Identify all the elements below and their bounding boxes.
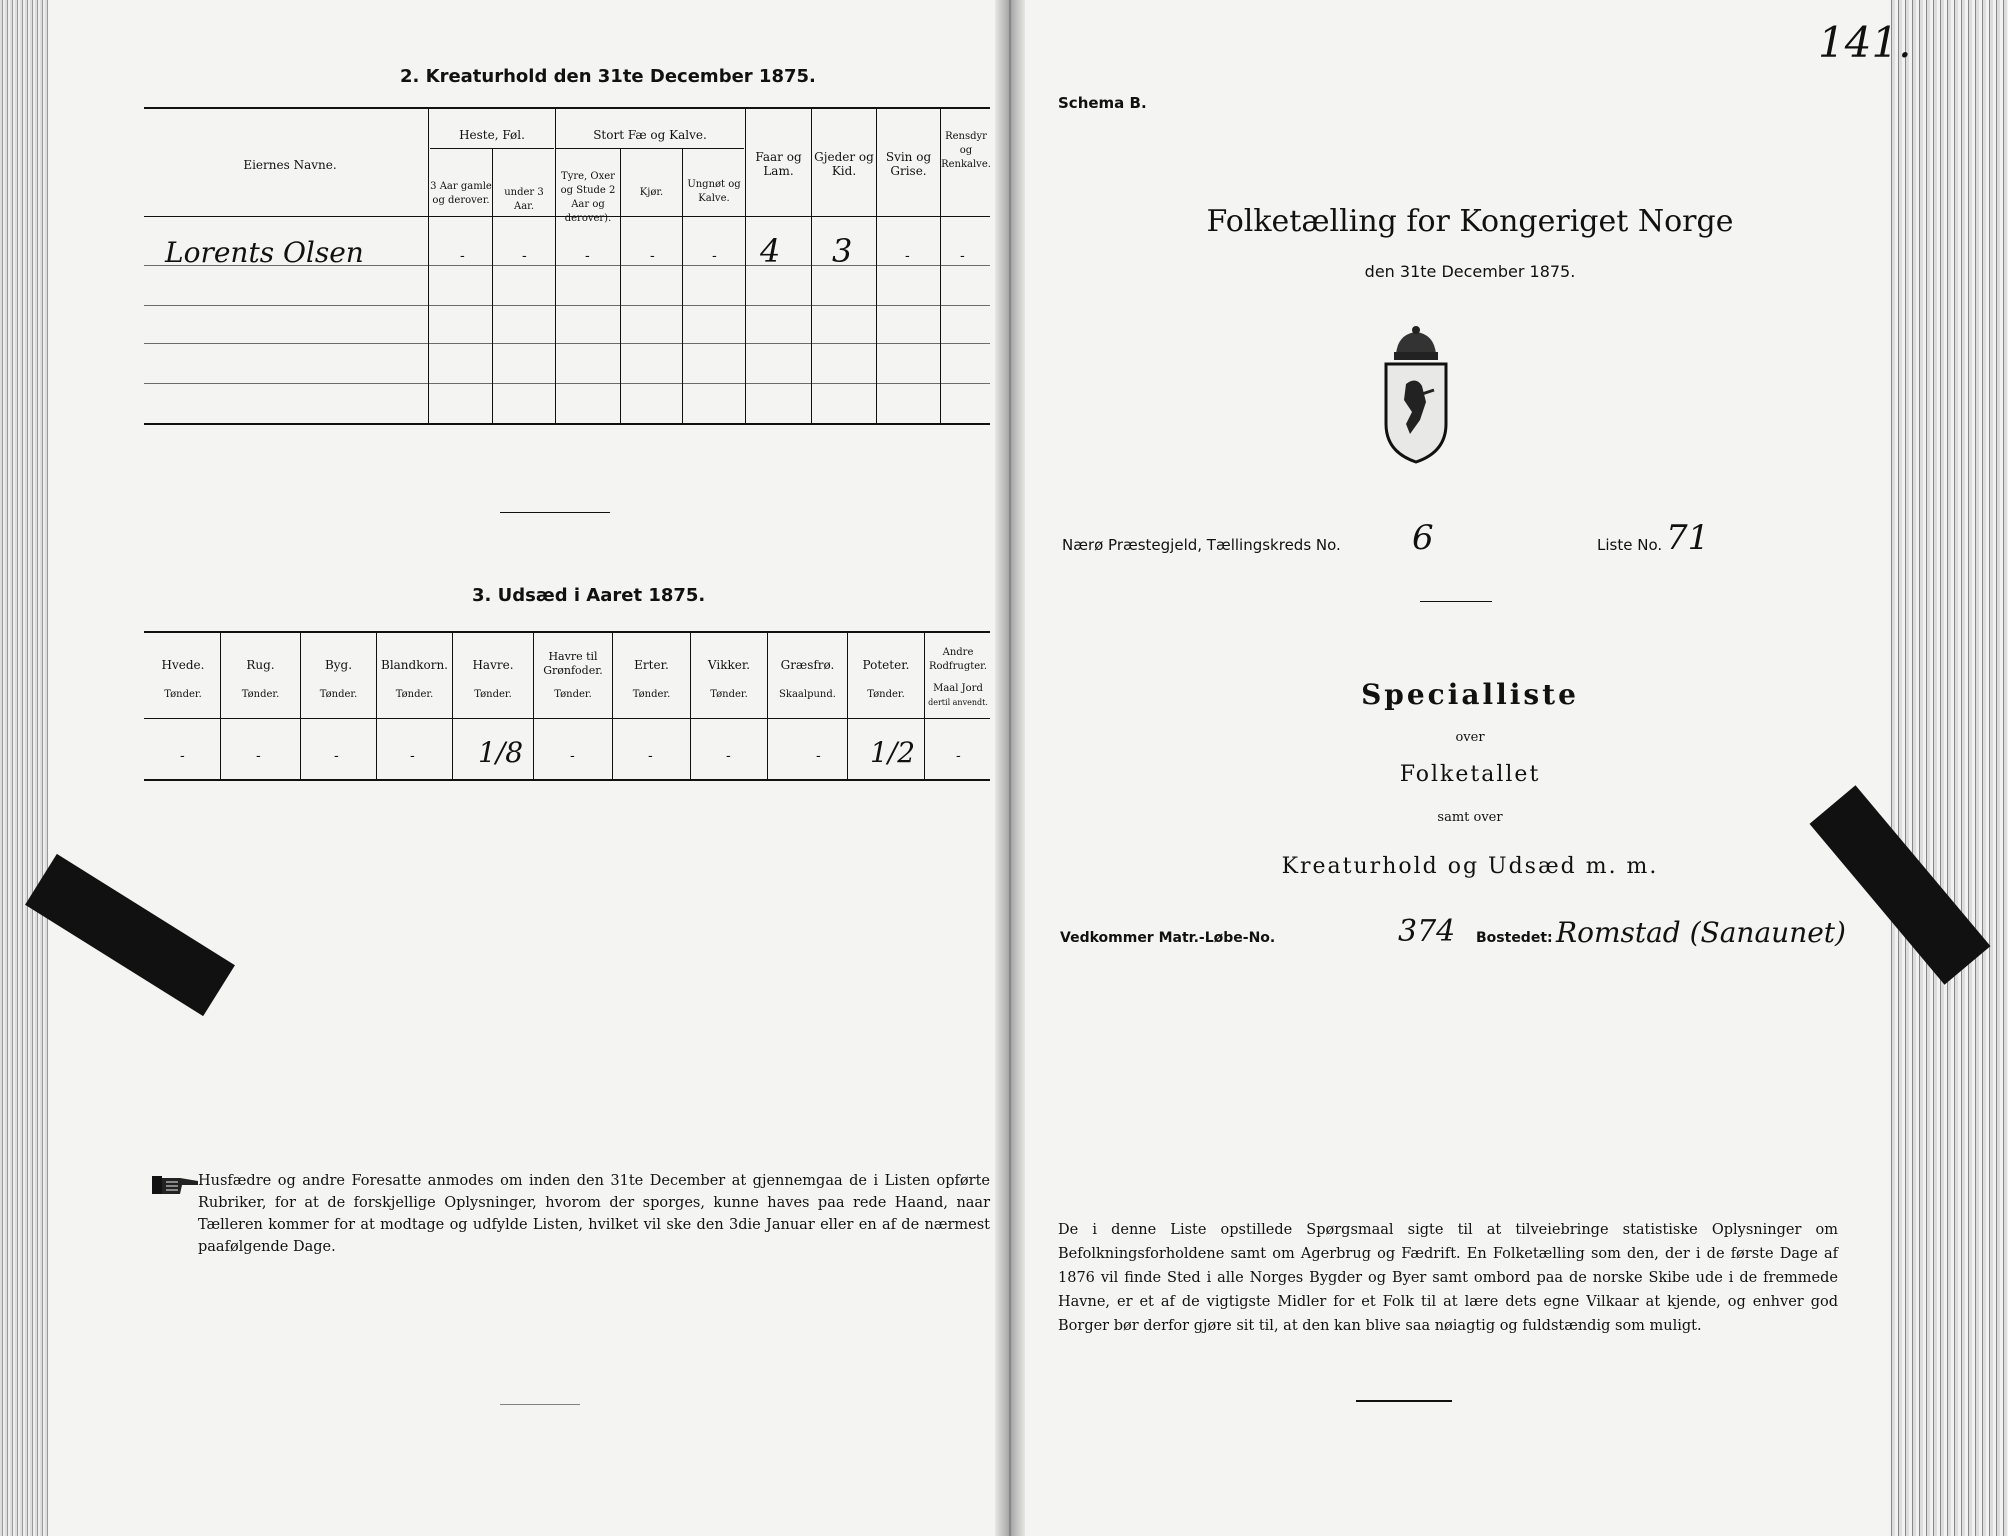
value-faar: 4 [760,232,781,270]
udsaed-header: Havre. [472,658,514,672]
udsaed-value-poteter: 1/2 [870,736,916,769]
separator-rule [500,512,610,513]
table3-col [300,632,301,780]
udsaed-value: - [180,748,185,764]
bottom-explanation-text: De i denne Liste opstillede Spørgsmaal sigte til at tilveiebringe statistiske Oplysninger om Befolkningsforholdene samt om Agerbrug og Fædrift. En Folketælling som den, der i de første Dage af 1876 vil finde Sted i alle Norges Bygder og Byer samt ombord paa de norske Skibe ude i de fremmede Havne, er et af de vigtigste Midler for et Folk til at lære dets egne Vilkaar at kjende, og enhver god Borger bør derfor gjøre sit til, at den kan blive saa nøiagtig og fuldstændig som muligt. [1058,1222,1838,1334]
value-heste-3aar: - [460,248,465,264]
udsaed-header: Vikker. [707,658,751,672]
book-edge-right [1888,0,2008,1536]
kreaturhold-text: Kreaturhold og Udsæd m. m. [1281,854,1659,879]
col-heste-under: under 3 Aar. [504,187,544,212]
liste-number: 71 [1666,518,1710,558]
udsaed-header: Hvede. [161,658,205,672]
udsaed-header: Rug. [246,658,275,672]
udsaed-header: Poteter. [862,658,910,672]
folketallet-text: Folketallet [1399,762,1541,787]
udsaed-header: Byg. [324,658,353,672]
udsaed-unit: Tønder. [867,689,905,700]
bottom-rule-right [1356,1400,1452,1402]
udsaed-value: - [256,748,261,764]
table3-col [220,632,221,780]
table3-col [452,632,453,780]
udsaed-unit: Maal Jord [933,683,983,694]
main-title: Folketælling for Kongeriget Norge [1206,204,1734,239]
value-rensdyr: - [960,248,965,264]
owner-name-handwritten: Lorents Olsen [165,236,364,269]
over-text: over [1455,730,1485,745]
udsaed-header: Blandkorn. [381,658,448,672]
udsaed-header: Andre Rodfrugter. [928,647,988,672]
col-heste-header: Heste, Føl. [459,128,525,142]
udsaed-unit: Tønder. [554,689,592,700]
district-label: Nærø Præstegjeld, Tællingskreds No. [1062,536,1341,554]
table3-bottom-rule [144,779,990,781]
udsaed-value-havre: 1/8 [478,736,524,769]
specialliste-heading: Specialliste [1361,678,1579,711]
pointing-hand-icon [150,1172,202,1198]
left-page [48,0,1008,1536]
value-svin: - [905,248,910,264]
footnote-text: Husfædre og andre Foresatte anmodes om inden den 31te December at gjennemgaa de i Listen opførte Rubriker, for at de forskjellige Oplysninger, hvorom der sporges, kunne haves paa rede Haand, naar Tælleren kommer for at modtage og udfylde Listen, hvilket vil ske den 3die Januar eller en af de nærmest paafølgende Dage. [198,1173,990,1255]
table3-col [376,632,377,780]
separator-rule-right [1420,601,1492,602]
matr-number: 374 [1398,914,1456,949]
table2-row-rule [144,305,990,306]
liste-label: Liste No. [1597,536,1663,554]
udsaed-unit: Skaalpund. [779,689,836,700]
udsaed-unit: Tønder. [164,689,202,700]
udsaed-value: - [956,748,961,764]
col-kjor: Kjør. [639,187,664,198]
udsaed-unit: Tønder. [632,689,671,700]
schema-label: Schema B. [1058,94,1147,112]
book-edge-left [0,0,48,1536]
udsaed-header: Græsfrø. [780,658,835,672]
book-gutter [995,0,1025,1536]
col-owner-header: Eiernes Navne. [243,158,337,172]
table3-col [690,632,691,780]
udsaed-value: - [410,748,415,764]
udsaed-value: - [726,748,731,764]
table3-header-rule [144,718,990,719]
udsaed-header: Erter. [634,658,669,672]
udsaed-value: - [648,748,653,764]
page-number: 141. [1818,18,1912,67]
udsaed-unit: Tønder. [710,689,748,700]
value-ungnot: - [712,248,717,264]
table3-col [612,632,613,780]
col-svin: Svin og Grise. [885,150,932,178]
udsaed-unit: Tønder. [474,689,512,700]
udsaed-unit-extra: dertil anvendt. [928,698,988,707]
udsaed-header: Havre til Grønfoder. [543,650,603,677]
value-kjor: - [650,248,655,264]
table3-col [847,632,848,780]
col-faar: Faar og Lam. [755,150,802,178]
section2-title: 2. Kreaturhold den 31te December 1875. [400,66,816,87]
table2-row-rule [144,343,990,344]
col-heste-3aar: 3 Aar gamle og derover. [430,181,492,206]
matr-label: Vedkommer Matr.-Løbe-No. [1060,930,1276,946]
col-rensdyr: Rensdyr og Renkalve. [941,131,991,170]
section3-title: 3. Udsæd i Aaret 1875. [472,585,706,606]
udsaed-unit: Tønder. [319,689,358,700]
udsaed-value: - [570,748,575,764]
table2-row-rule [144,383,990,384]
table2-col [428,108,429,424]
samt-over-text: samt over [1437,810,1503,825]
table3-col [767,632,768,780]
table2-col [555,108,556,424]
date-line: den 31te December 1875. [1364,262,1576,281]
bostedet-value: Romstad (Sanaunet) [1556,916,1846,949]
udsaed-value: - [816,748,821,764]
col-gjeder: Gjeder og Kid. [814,150,874,178]
norwegian-coat-of-arms-icon [1376,324,1456,464]
table2-top-rule [144,107,990,109]
table3-top-rule [144,631,990,633]
value-gjeder: 3 [832,232,853,270]
bostedet-label: Bostedet: [1476,930,1553,946]
value-heste-under: - [522,248,527,264]
stortfae-subrule [556,148,744,149]
udsaed-value: - [334,748,339,764]
col-tyre: Tyre, Oxer og Stude 2 Aar og derover). [560,171,616,224]
table2-bottom-rule [144,423,990,425]
district-number: 6 [1412,518,1434,558]
bottom-rule-left [500,1404,580,1405]
value-tyre: - [585,248,590,264]
col-ungnot: Ungnøt og Kalve. [687,179,741,204]
col-stortfae-header: Stort Fæ og Kalve. [593,128,707,142]
udsaed-unit: Tønder. [241,689,280,700]
udsaed-unit: Tønder. [395,689,434,700]
